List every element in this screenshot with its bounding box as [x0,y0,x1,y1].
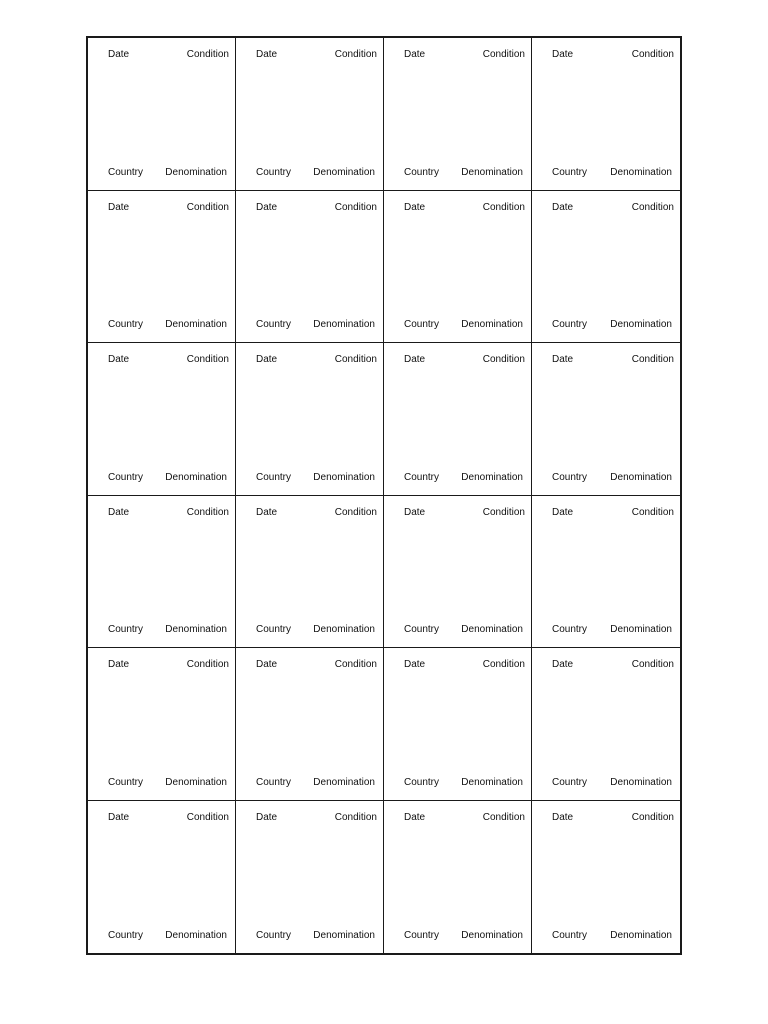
label-card [88,38,236,191]
label-card [236,801,384,954]
label-card [88,648,236,801]
denomination-label: Denomination [165,776,227,788]
label-card [384,648,532,801]
date-label: Date [108,354,130,365]
label-card [532,191,680,344]
country-label: Country [256,930,292,941]
country-label: Country [404,471,440,483]
denomination-label: Denomination [313,624,375,635]
condition-label: Condition [186,811,229,823]
country-label: Country [552,776,588,788]
date-label: Date [256,49,278,60]
coin-label-sheet [86,36,682,955]
condition-label: Condition [186,659,229,670]
label-card [384,496,532,649]
denomination-label: Denomination [461,166,523,178]
label-card [236,496,384,649]
country-label: Country [256,776,292,788]
date-label: Date [404,201,426,213]
condition-label: Condition [186,201,229,213]
condition-label: Condition [334,811,377,823]
condition-label: Condition [186,506,229,518]
condition-label: Condition [186,354,229,365]
condition-label: Condition [482,659,525,670]
denomination-label: Denomination [610,776,672,788]
condition-label: Condition [334,201,377,213]
country-label: Country [404,776,440,788]
condition-label: Condition [334,354,377,365]
country-label: Country [256,319,292,330]
country-label: Country [552,166,588,178]
condition-label: Condition [631,659,674,670]
label-card [88,191,236,344]
country-label: Country [404,319,440,330]
country-label: Country [108,471,144,483]
label-card [88,343,236,496]
country-label: Country [108,776,144,788]
label-card [384,191,532,344]
date-label: Date [552,659,574,670]
country-label: Country [552,930,588,941]
date-label: Date [108,506,130,518]
label-card [236,343,384,496]
date-label: Date [552,811,574,823]
label-card [236,191,384,344]
country-label: Country [552,319,588,330]
label-card [384,38,532,191]
label-card [88,801,236,954]
denomination-label: Denomination [610,319,672,330]
condition-label: Condition [631,811,674,823]
country-label: Country [256,166,292,178]
condition-label: Condition [631,354,674,365]
date-label: Date [404,659,426,670]
denomination-label: Denomination [461,930,523,941]
date-label: Date [404,354,426,365]
label-card [88,496,236,649]
condition-label: Condition [482,201,525,213]
country-label: Country [108,166,144,178]
denomination-label: Denomination [313,471,375,483]
denomination-label: Denomination [461,776,523,788]
label-card [532,496,680,649]
label-card [384,801,532,954]
condition-label: Condition [186,49,229,60]
country-label: Country [404,624,440,635]
date-label: Date [552,49,574,60]
label-card [236,648,384,801]
date-label: Date [108,659,130,670]
denomination-label: Denomination [165,319,227,330]
denomination-label: Denomination [610,166,672,178]
country-label: Country [108,319,144,330]
denomination-label: Denomination [165,471,227,483]
denomination-label: Denomination [165,930,227,941]
denomination-label: Denomination [165,166,227,178]
denomination-label: Denomination [165,624,227,635]
date-label: Date [404,811,426,823]
label-card [384,343,532,496]
denomination-label: Denomination [610,930,672,941]
country-label: Country [404,166,440,178]
condition-label: Condition [334,506,377,518]
date-label: Date [108,49,130,60]
condition-label: Condition [334,49,377,60]
label-card [532,801,680,954]
label-card [532,38,680,191]
date-label: Date [108,201,130,213]
country-label: Country [404,930,440,941]
label-card [532,648,680,801]
label-card [236,38,384,191]
denomination-label: Denomination [313,930,375,941]
date-label: Date [256,354,278,365]
country-label: Country [552,471,588,483]
condition-label: Condition [334,659,377,670]
denomination-label: Denomination [461,624,523,635]
label-card [532,343,680,496]
condition-label: Condition [482,811,525,823]
date-label: Date [552,354,574,365]
date-label: Date [552,506,574,518]
condition-label: Condition [631,49,674,60]
country-label: Country [256,624,292,635]
country-label: Country [552,624,588,635]
condition-label: Condition [482,354,525,365]
condition-label: Condition [631,506,674,518]
condition-label: Condition [482,49,525,60]
date-label: Date [404,49,426,60]
country-label: Country [108,624,144,635]
condition-label: Condition [482,506,525,518]
date-label: Date [108,811,130,823]
date-label: Date [552,201,574,213]
denomination-label: Denomination [461,471,523,483]
country-label: Country [256,471,292,483]
date-label: Date [256,506,278,518]
denomination-label: Denomination [313,166,375,178]
denomination-label: Denomination [610,624,672,635]
date-label: Date [256,659,278,670]
denomination-label: Denomination [313,319,375,330]
condition-label: Condition [631,201,674,213]
date-label: Date [256,201,278,213]
country-label: Country [108,930,144,941]
denomination-label: Denomination [610,471,672,483]
denomination-label: Denomination [461,319,523,330]
date-label: Date [256,811,278,823]
date-label: Date [404,506,426,518]
denomination-label: Denomination [313,776,375,788]
